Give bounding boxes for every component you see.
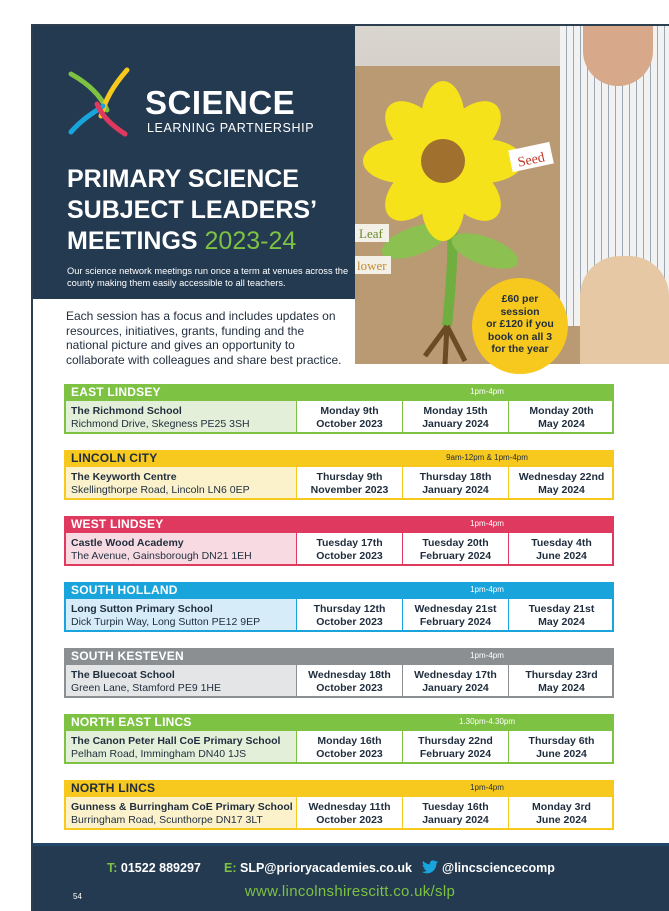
region-header xyxy=(64,516,614,533)
date-cell xyxy=(508,599,614,630)
region-block xyxy=(64,648,614,698)
table-row xyxy=(64,533,614,566)
table-row xyxy=(64,401,614,434)
date-cell xyxy=(508,665,614,696)
school-name: The Richmond School xyxy=(71,405,182,417)
date-day: Thursday 9th xyxy=(316,471,383,483)
date-month: June 2024 xyxy=(536,748,587,760)
date-month: June 2024 xyxy=(536,550,587,562)
date-day: Thursday 22nd xyxy=(418,735,493,747)
date-cell xyxy=(402,731,508,762)
date-month: October 2023 xyxy=(316,748,383,760)
leaf-label: Leaf xyxy=(359,226,383,241)
date-cell xyxy=(402,599,508,630)
venue-cell xyxy=(66,401,296,432)
page-border-left xyxy=(31,24,33,911)
date-month: October 2023 xyxy=(316,682,383,694)
badge-line-5: for the year xyxy=(491,343,549,355)
badge-line-1: £60 per xyxy=(501,293,539,305)
school-name: The Keyworth Centre xyxy=(71,471,177,483)
venue-cell xyxy=(66,797,296,828)
school-address: Pelham Road, Immingham DN40 1JS xyxy=(71,748,247,760)
date-cell xyxy=(296,731,402,762)
date-month: October 2023 xyxy=(316,418,383,430)
region-time: 1pm-4pm xyxy=(470,387,504,396)
region-header xyxy=(64,648,614,665)
date-cell xyxy=(402,401,508,432)
venue-cell xyxy=(66,599,296,630)
date-month: May 2024 xyxy=(538,484,585,496)
date-cell xyxy=(508,401,614,432)
price-badge xyxy=(472,278,568,374)
school-address: Dick Turpin Way, Long Sutton PE12 9EP xyxy=(71,616,261,628)
table-row xyxy=(64,467,614,500)
date-day: Thursday 18th xyxy=(419,471,492,483)
region-time: 1.30pm-4.30pm xyxy=(458,717,516,726)
venue-cell xyxy=(66,665,296,696)
date-cell xyxy=(296,797,402,828)
date-day: Tuesday 20th xyxy=(422,537,489,549)
footer-twitter-handle[interactable]: @lincsciencecomp xyxy=(442,861,555,875)
page-number: 54 xyxy=(73,892,82,901)
footer xyxy=(31,846,669,911)
pupil xyxy=(580,256,669,364)
date-month: February 2024 xyxy=(419,748,492,760)
title-line-3 xyxy=(67,226,317,257)
school-address: Green Lane, Stamford PE9 1HE xyxy=(71,682,221,694)
region-header xyxy=(64,384,614,401)
date-cell xyxy=(402,467,508,498)
school-address: The Avenue, Gainsborough DN21 1EH xyxy=(71,550,252,562)
date-cell xyxy=(508,467,614,498)
region-name: LINCOLN CITY xyxy=(71,451,158,465)
date-month: January 2024 xyxy=(422,682,489,694)
date-day: Wednesday 21st xyxy=(414,603,497,615)
email-label: E: xyxy=(224,861,237,875)
region-block xyxy=(64,780,614,830)
region-header xyxy=(64,780,614,797)
venue-cell xyxy=(66,731,296,762)
logo-subtitle: LEARNING PARTNERSHIP xyxy=(147,121,315,135)
date-day: Thursday 12th xyxy=(313,603,386,615)
date-day: Tuesday 4th xyxy=(531,537,592,549)
date-day: Thursday 6th xyxy=(528,735,595,747)
region-block xyxy=(64,450,614,500)
region-time: 1pm-4pm xyxy=(470,783,504,792)
region-name: NORTH EAST LINCS xyxy=(71,715,192,729)
region-block xyxy=(64,384,614,434)
phone-number: 01522 889297 xyxy=(120,861,201,875)
date-month: February 2024 xyxy=(419,550,492,562)
date-day: Wednesday 22nd xyxy=(518,471,605,483)
date-day: Monday 16th xyxy=(317,735,382,747)
page-title xyxy=(67,164,317,257)
date-month: June 2024 xyxy=(536,814,587,826)
region-block xyxy=(64,516,614,566)
date-cell xyxy=(508,797,614,828)
region-block xyxy=(64,714,614,764)
date-cell xyxy=(296,467,402,498)
school-name: Castle Wood Academy xyxy=(71,537,184,549)
date-month: October 2023 xyxy=(316,550,383,562)
date-day: Wednesday 17th xyxy=(414,669,497,681)
date-day: Monday 3rd xyxy=(532,801,591,813)
date-day: Tuesday 17th xyxy=(316,537,383,549)
date-day: Wednesday 18th xyxy=(308,669,391,681)
date-month: October 2023 xyxy=(316,814,383,826)
date-cell xyxy=(296,665,402,696)
badge-line-4: book on all 3 xyxy=(487,330,553,343)
date-cell xyxy=(402,797,508,828)
region-block xyxy=(64,582,614,632)
email-address: SLP@prioryacademies.co.uk xyxy=(239,861,412,875)
region-header xyxy=(64,582,614,599)
region-name: SOUTH HOLLAND xyxy=(71,583,178,597)
hero-panel xyxy=(33,26,355,299)
date-month: November 2023 xyxy=(310,484,389,496)
date-month: January 2024 xyxy=(422,814,489,826)
table-row xyxy=(64,599,614,632)
flower-label: lower xyxy=(357,258,387,273)
date-month: May 2024 xyxy=(538,682,585,694)
venue-cell xyxy=(66,467,296,498)
school-address: Richmond Drive, Skegness PE25 3SH xyxy=(71,418,250,430)
badge-line-3: or £120 if you xyxy=(486,318,554,330)
slp-logo-icon xyxy=(67,66,131,138)
date-day: Monday 15th xyxy=(423,405,488,417)
date-cell xyxy=(296,533,402,564)
badge-line-2: session xyxy=(500,305,540,318)
date-month: October 2023 xyxy=(316,616,383,628)
date-day: Monday 20th xyxy=(529,405,594,417)
table-row xyxy=(64,731,614,764)
twitter-bird-icon[interactable] xyxy=(422,860,438,874)
date-day: Wednesday 11th xyxy=(308,801,391,813)
title-line-2: SUBJECT LEADERS’ xyxy=(67,196,318,224)
school-name: The Canon Peter Hall CoE Primary School xyxy=(71,735,281,747)
date-cell xyxy=(402,665,508,696)
date-day: Thursday 23rd xyxy=(525,669,598,681)
date-day: Tuesday 21st xyxy=(528,603,595,615)
table-row xyxy=(64,665,614,698)
footer-email[interactable] xyxy=(224,861,412,875)
session-description: Each session has a focus and includes updates on resources, initiatives, grants, funding and the national picture and gives an opportunity to collaborate with colleagues and share best practice. xyxy=(66,309,342,367)
phone-label: T: xyxy=(107,861,118,875)
school-name: The Bluecoat School xyxy=(71,669,175,681)
region-name: EAST LINDSEY xyxy=(71,385,161,399)
date-month: February 2024 xyxy=(419,616,492,628)
date-month: May 2024 xyxy=(538,418,585,430)
date-month: May 2024 xyxy=(538,616,585,628)
region-time: 1pm-4pm xyxy=(470,585,504,594)
date-month: January 2024 xyxy=(422,484,489,496)
venue-cell xyxy=(66,533,296,564)
school-name: Gunness & Burringham CoE Primary School xyxy=(71,801,293,813)
intro-text: Our science network meetings run once a term at venues across the county making them easily accessible to all teachers. xyxy=(67,266,349,288)
school-name: Long Sutton Primary School xyxy=(71,603,213,615)
date-day: Monday 9th xyxy=(320,405,379,417)
date-cell xyxy=(508,731,614,762)
date-cell xyxy=(296,599,402,630)
region-header xyxy=(64,714,614,731)
region-name: WEST LINDSEY xyxy=(71,517,164,531)
date-cell xyxy=(296,401,402,432)
date-cell xyxy=(508,533,614,564)
region-name: SOUTH KESTEVEN xyxy=(71,649,184,663)
title-year: 2023-24 xyxy=(204,227,297,255)
region-name: NORTH LINCS xyxy=(71,781,156,795)
table-row xyxy=(64,797,614,830)
date-month: January 2024 xyxy=(422,418,489,430)
date-cell xyxy=(402,533,508,564)
school-address: Skellingthorpe Road, Lincoln LN6 0EP xyxy=(71,484,250,496)
seed-label: Seed xyxy=(516,150,547,171)
region-time: 1pm-4pm xyxy=(470,651,504,660)
title-meetings: MEETINGS xyxy=(67,227,198,255)
region-time: 9am-12pm & 1pm-4pm xyxy=(446,453,528,462)
region-header xyxy=(64,450,614,467)
footer-phone[interactable] xyxy=(107,861,201,875)
region-time: 1pm-4pm xyxy=(470,519,504,528)
school-address: Burringham Road, Scunthorpe DN17 3LT xyxy=(71,814,263,826)
date-day: Tuesday 16th xyxy=(422,801,489,813)
page-border-top xyxy=(31,24,669,26)
logo-science-text: SCIENCE xyxy=(145,84,296,121)
title-line-1: PRIMARY SCIENCE xyxy=(67,165,299,193)
footer-website[interactable]: www.lincolnshirescitt.co.uk/slp xyxy=(244,883,456,900)
